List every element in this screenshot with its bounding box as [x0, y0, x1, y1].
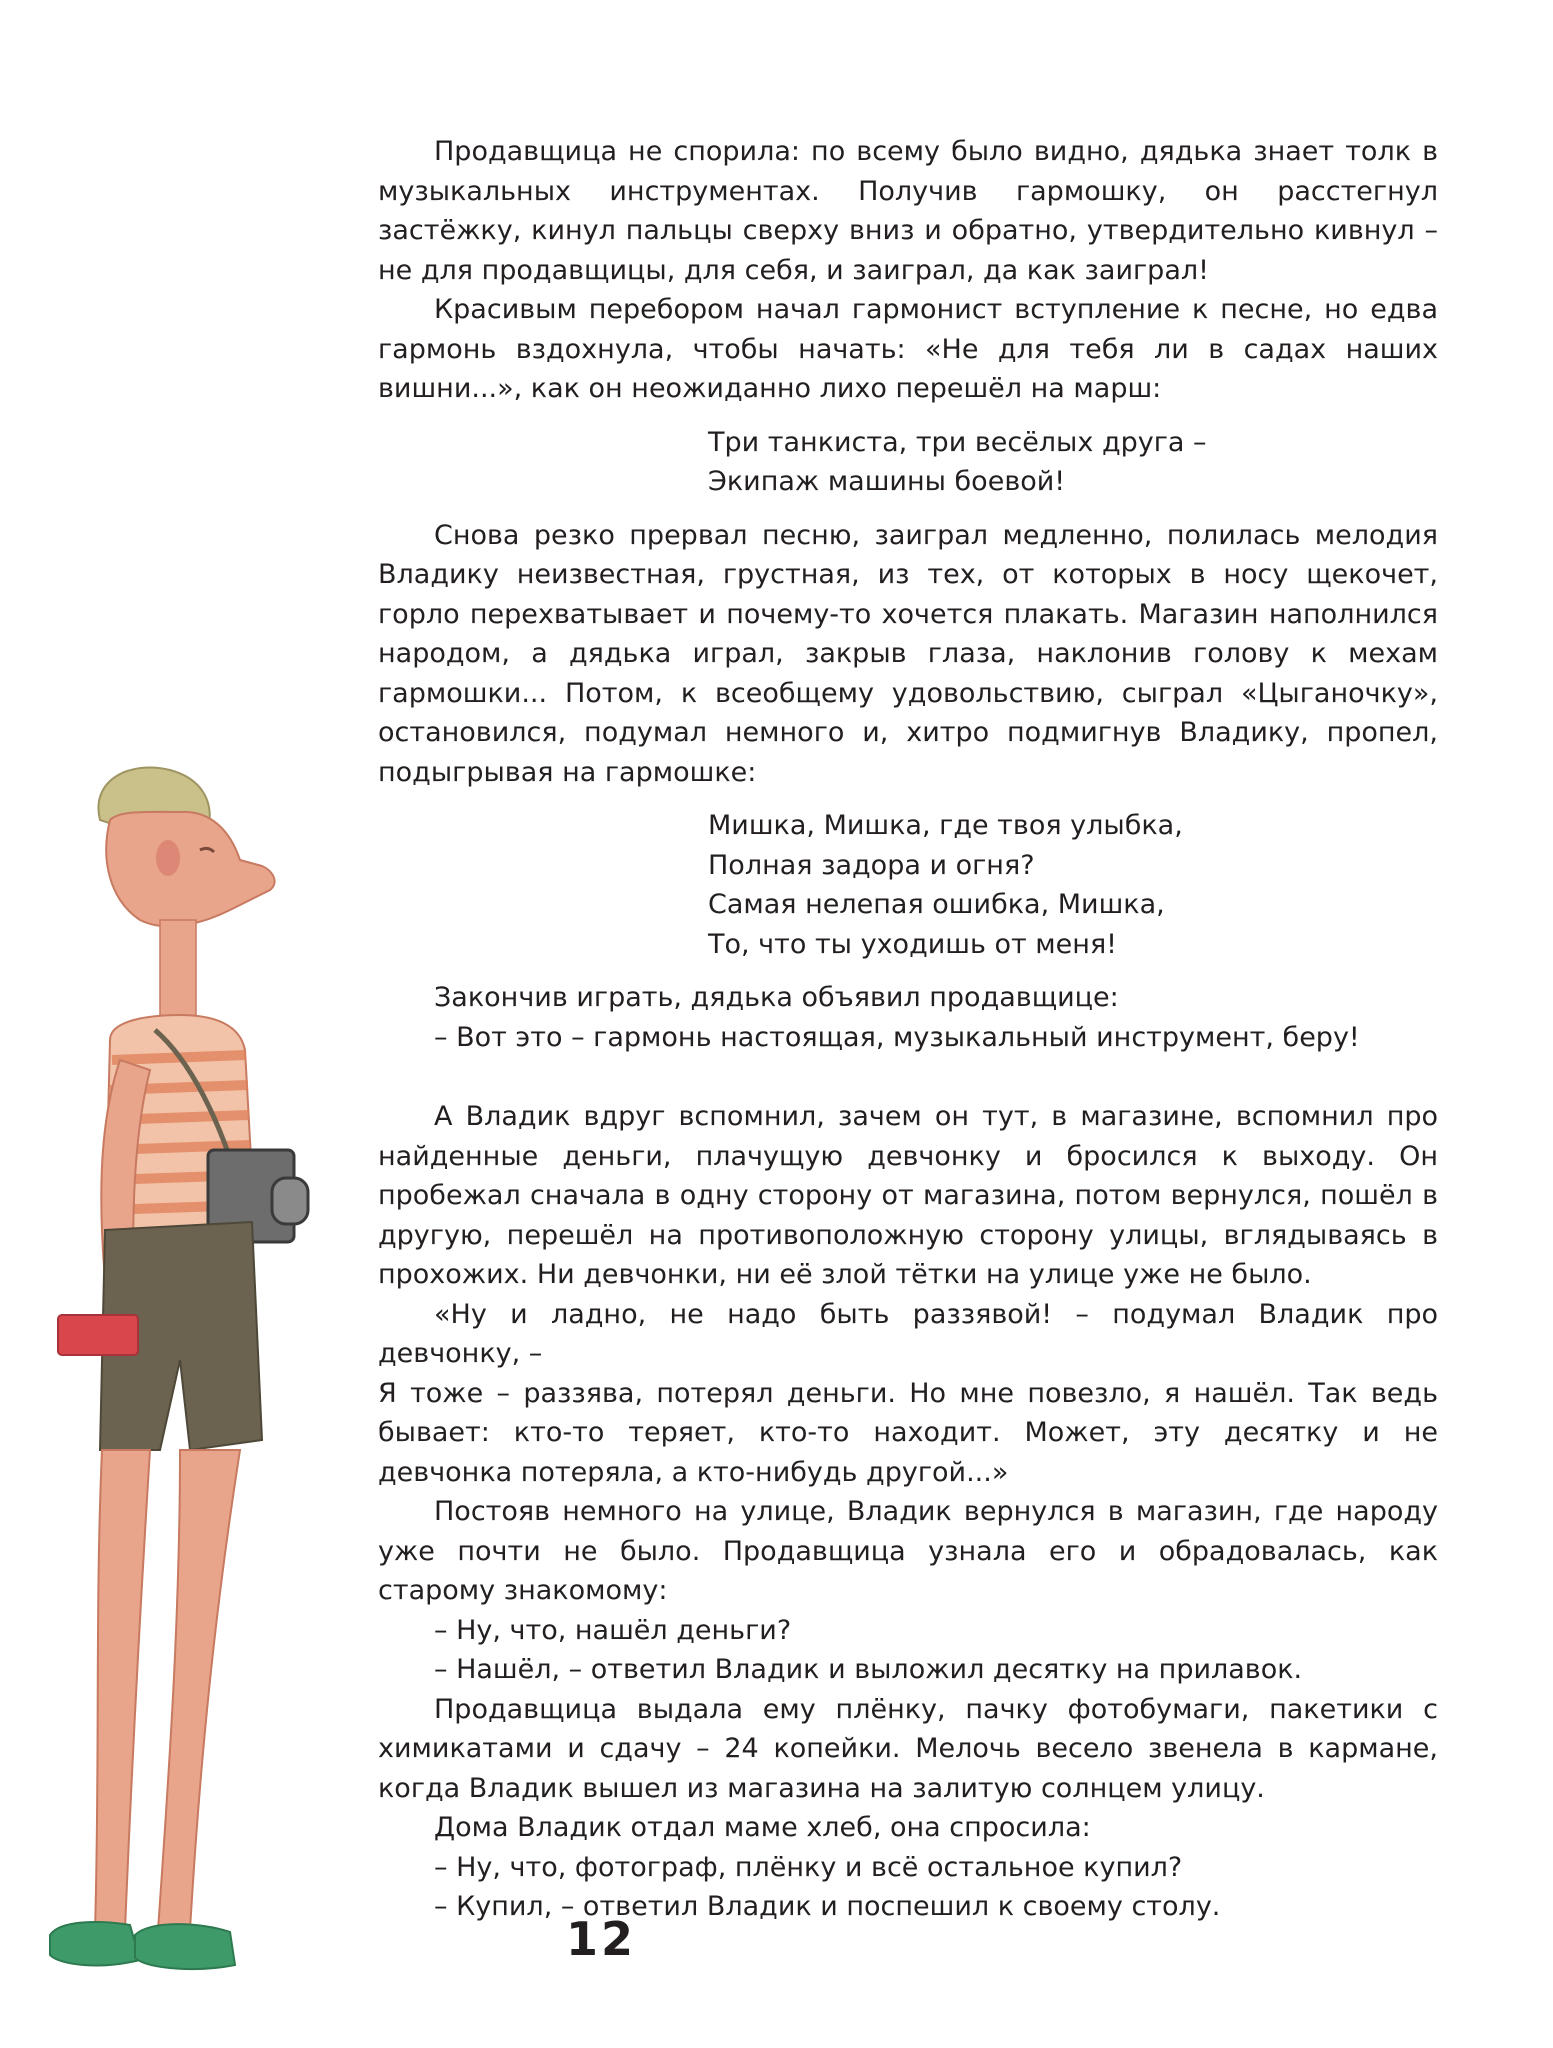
verse-line: Мишка, Мишка, где твоя улыбка,: [708, 810, 1183, 841]
paragraph: Дома Владик отдал маме хлеб, она спросила:: [434, 1812, 1091, 1843]
paragraph: Красивым перебором начал гармонист вступление к песне, но едва гармонь вздохнула, чтобы начать: «Не для тебя ли в садах наших вишни...», как он неожиданно лихо перешёл на марш:: [378, 294, 1438, 404]
verse-line: Полная задора и огня?: [708, 849, 1035, 881]
section-gap: [378, 1057, 1438, 1097]
paragraph: Постояв немного на улице, Владик вернулся в магазин, где народу уже почти не было. Продавщица узнала его и обрадовалась, как старому знакомому:: [378, 1496, 1438, 1606]
paragraph: Закончив играть, дядька объявил продавщице:: [434, 982, 1119, 1013]
verse-line: То, что ты уходишь от меня!: [708, 928, 1118, 960]
dialogue-line: – Ну, что, нашёл деньги?: [434, 1614, 792, 1646]
verse-line: Экипаж машины боевой!: [708, 466, 1066, 497]
verse-line: Три танкиста, три весёлых друга –: [708, 426, 1207, 458]
verse-block: [708, 806, 1438, 964]
dialogue-line: – Купил, – ответил Владик и поспешил к своему столу.: [434, 1891, 1221, 1922]
paragraph: – Вот это – гармонь настоящая, музыкальный инструмент, беру!: [434, 1021, 1360, 1053]
paragraph: А Владик вдруг вспомнил, зачем он тут, в магазине, вспомнил про найденные деньги, плачущую девчонку и бросился к выходу. Он пробежал сначала в одну сторону от магазина, потом вернулся, пошёл в другую, перешёл на противоположную сторону улицы, вглядываясь в прохожих. Ни девчонки, ни её злой тётки на улице уже не было.: [378, 1101, 1438, 1290]
verse-line: Самая нелепая ошибка, Мишка,: [708, 889, 1165, 920]
boy-illustration: [40, 760, 370, 2020]
main-text: [378, 132, 1438, 1927]
paragraph: «Ну и ладно, не надо быть раззявой! – подумал Владик про девчонку, –: [378, 1298, 1438, 1369]
paragraph: Снова резко прервал песню, заиграл медленно, полилась мелодия Владику неизвестная, грустная, из тех, от которых в носу щекочет, горло перехватывает и почему-то хочется плакать. Магазин наполнился народом, а дядька играл, закрыв глаза, наклонив голову к мехам гармошки... Потом, к всеобщему удовольствию, сыграл «Цыганочку», остановился, подумал немного и, хитро подмигнув Владику, пропел, подыгрывая на гармошке:: [378, 519, 1438, 788]
paragraph: Продавщица не спорила: по всему было видно, дядька знает толк в музыкальных инструментах. Получив гармошку, он расстегнул застёжку, кинул пальцы сверху вниз и обратно, утвердительно кивнул – не для продавщицы, для себя, и заиграл, да как заиграл!: [378, 136, 1438, 286]
dialogue-line: – Ну, что, фотограф, плёнку и всё остальное купил?: [434, 1851, 1183, 1883]
verse-block: [708, 423, 1438, 502]
paragraph: Я тоже – раззява, потерял деньги. Но мне повезло, я нашёл. Так ведь бывает: кто-то теряет, кто-то находит. Может, эту десятку и не девчонка потеряла, а кто-нибудь другой...»: [378, 1377, 1438, 1488]
page-number: 12: [566, 1912, 637, 1966]
dialogue-line: – Нашёл, – ответил Владик и выложил десятку на прилавок.: [434, 1654, 1303, 1685]
paragraph: Продавщица выдала ему плёнку, пачку фотобумаги, пакетики с химикатами и сдачу – 24 копейки. Мелочь весело звенела в кармане, когда Владик вышел из магазина на залитую солнцем улицу.: [378, 1693, 1438, 1804]
